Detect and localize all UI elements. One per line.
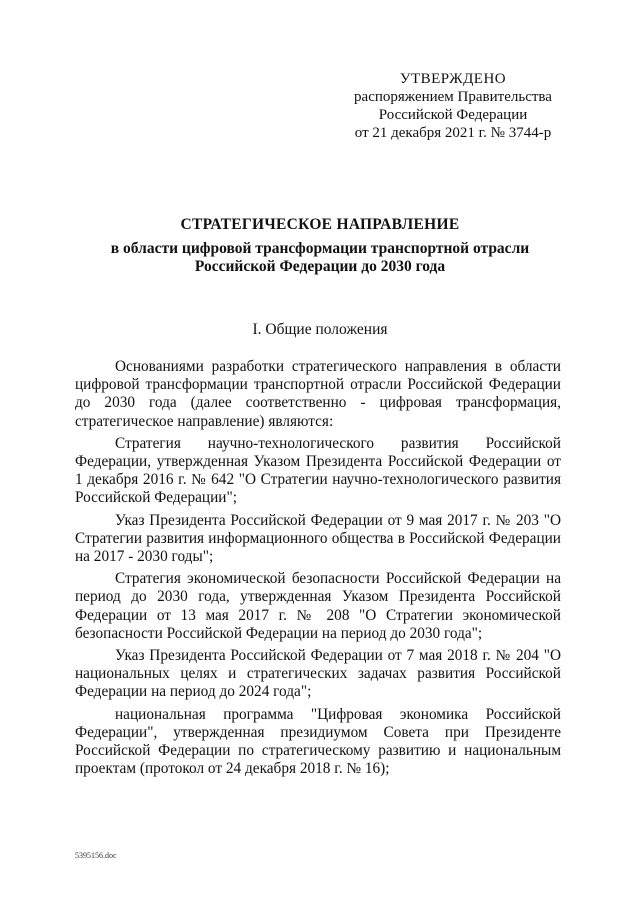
- paragraph: Указ Президента Российской Федерации от 9 мая 2017 г. № 203 "О Стратегии развития информационного общества в Российской Федерации на 2017 - 2030 годы";: [75, 511, 561, 566]
- paragraph: Основаниями разработки стратегического направления в области цифровой трансформации транспортной отрасли Российской Федерации до 2030 года (далее соответственно - цифровая трансформация, стратегическое направление) являются:: [75, 358, 561, 430]
- approval-line-1: распоряжением Правительства: [354, 89, 552, 105]
- document-subtitle-line-1: в области цифровой трансформации транспортной отрасли: [110, 240, 530, 257]
- footer-file-code: 5395156.doc: [75, 851, 117, 860]
- paragraph: национальная программа "Цифровая экономика Российской Федерации", утвержденная президиумом Совета при Президенте Российской Федерации по стратегическому развитию и национальным проектам (протокол от 24 декабря 2018 г. № 16);: [75, 705, 561, 778]
- document-title-block: [60, 216, 580, 276]
- paragraph: Стратегия экономической безопасности Российской Федерации на период до 2030 года, утвержденная Указом Президента Российской Федерации от 13 мая 2017 г. № 208 "О Стратегии экономической безопасности Российской Федерации на период до 2030 года";: [75, 570, 561, 642]
- paragraph: Стратегия научно-технологического развития Российской Федерации, утвержденная Указом Президента Российской Федерации от 1 декабря 2016 г. № 642 "О Стратегии научно-технологического развития Российской Федерации";: [75, 434, 561, 507]
- document-body: [75, 358, 561, 782]
- document-subtitle-line-2: Российской Федерации до 2030 года: [194, 258, 446, 275]
- approval-title: УТВЕРЖДЕНО: [399, 71, 507, 87]
- section-heading: I. Общие положения: [252, 321, 388, 338]
- approval-stamp-block: [338, 70, 568, 142]
- approval-line-3: от 21 декабря 2021 г. № 3744-р: [354, 125, 552, 141]
- approval-line-2: Российской Федерации: [378, 107, 528, 123]
- document-title: СТРАТЕГИЧЕСКОЕ НАПРАВЛЕНИЕ: [180, 216, 460, 233]
- paragraph: Указ Президента Российской Федерации от 7 мая 2018 г. № 204 "О национальных целях и стратегических задачах развития Российской Федерации на период до 2024 года";: [75, 647, 561, 701]
